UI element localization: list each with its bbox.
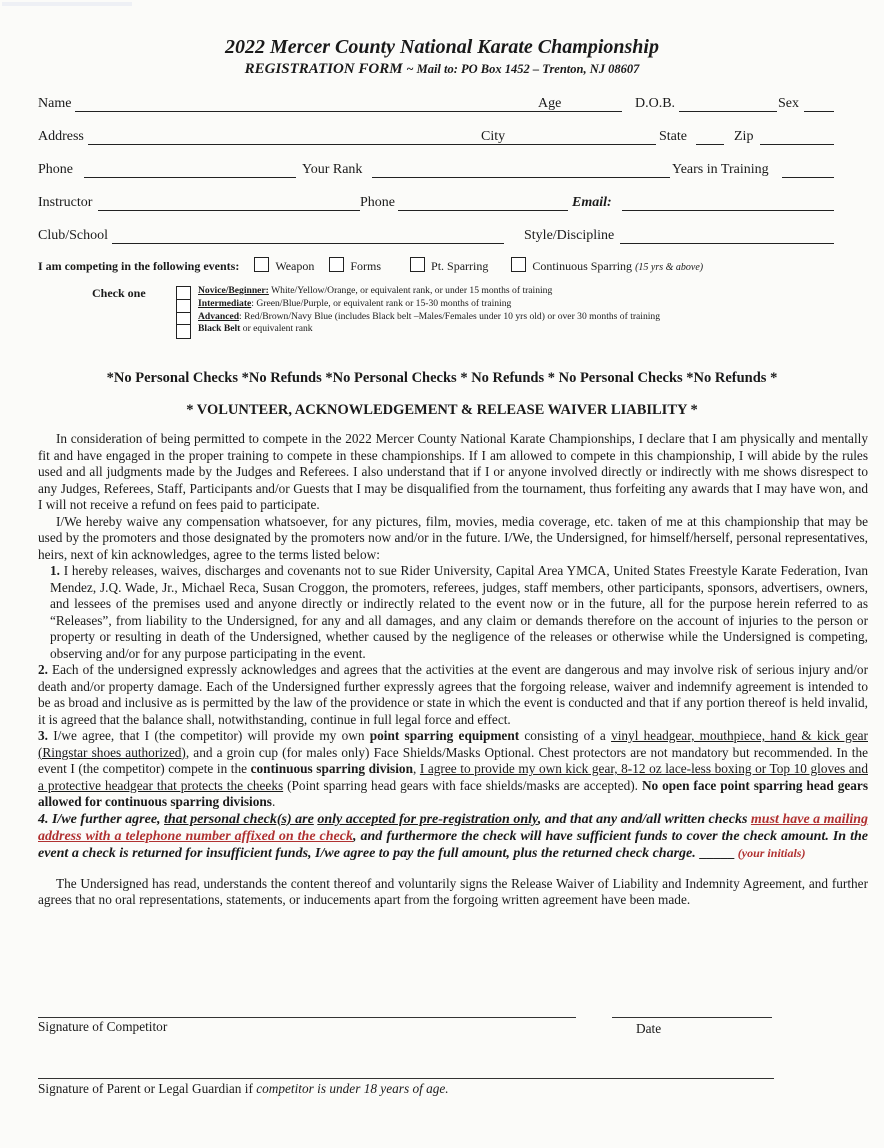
item-4-text-g: , and furthermore the check will have sufficient funds to cover the check amount. In the event a check is returned for insufficient funds, I/we agree to pay the full amount, plus the returned check charge. — [38, 828, 868, 861]
guardian-signature-line[interactable] — [38, 1078, 774, 1079]
phone-field[interactable] — [84, 177, 296, 178]
instructor-label: Instructor — [38, 195, 93, 210]
waiver-item-3 — [38, 728, 868, 811]
email-label: Email: — [572, 195, 612, 210]
intermediate-desc: : Green/Blue/Purple, or equivalent rank or 15-30 months of training — [251, 297, 512, 309]
level-intermediate — [176, 298, 660, 311]
row-phone — [38, 162, 834, 180]
address-field[interactable] — [88, 144, 508, 145]
pt-sparring-option: Pt. Sparring — [431, 259, 489, 273]
initials-blank[interactable]: _____ — [695, 845, 738, 861]
state-label: State — [659, 129, 687, 144]
dob-field[interactable] — [679, 111, 777, 112]
item-3-text-b: point sparring equipment — [369, 728, 520, 743]
competitor-signature-line[interactable] — [38, 1017, 576, 1018]
weapon-option: Weapon — [275, 259, 315, 273]
waiver-body — [38, 431, 868, 909]
sex-label: Sex — [778, 96, 799, 111]
guardian-label-text: Signature of Parent or Legal Guardian if — [38, 1081, 257, 1096]
row-name — [38, 96, 834, 114]
name-field[interactable] — [75, 111, 570, 112]
waiver-item-4 — [38, 811, 868, 862]
zip-label: Zip — [734, 129, 754, 144]
email-label-text: Email — [572, 195, 608, 210]
item-4-text-b: that personal check(s) are — [164, 811, 314, 827]
row-instructor — [38, 195, 834, 213]
item-2-text: Each of the undersigned expressly acknowledges and agrees that the activities at the event are dangerous and may involve risk of serious injury and/or death and/or property damage. Each of the Undersigned further expressly agrees that the forgoing release, waiver and indemnify agreement is intended to be as broad and inclusive as is permitted by the law of the providence or state in which the event is conducted and that if any portion thereof is held invalid, it is agreed that the balance shall, notwithstanding, continue in full legal force and effect. — [38, 662, 868, 727]
black-belt-name: Black Belt — [198, 323, 241, 335]
black-belt-checkbox[interactable] — [176, 324, 191, 339]
black-belt-desc: or equivalent rank — [240, 323, 313, 335]
waiver-paragraph-3: The Undersigned has read, understands the content thereof and voluntarily signs the Release Waiver of Liability and Indemnity Agreement, and further agrees that no oral representations, statements, or inducements apart from the forgoing written agreement have been made. — [38, 875, 868, 907]
zip-field[interactable] — [760, 144, 834, 145]
guardian-label-italic: competitor is under 18 years of age. — [256, 1081, 449, 1096]
row-club — [38, 228, 834, 246]
item-3-text-d: vinyl headgear, mouthpiece, hand & kick gear (Ringstar shoes authorized) — [38, 728, 868, 760]
date-label: Date — [636, 1021, 662, 1036]
pt-sparring-checkbox[interactable] — [410, 257, 425, 272]
continuous-sparring-note: (15 yrs & above) — [635, 262, 704, 273]
check-one-label: Check one — [92, 286, 146, 300]
instructor-field[interactable] — [98, 210, 360, 211]
item-1-number: 1. — [50, 563, 60, 578]
item-3-number: 3. — [38, 728, 48, 743]
address-label: Address — [38, 129, 84, 144]
name-label: Name — [38, 96, 72, 111]
item-3-text-a: I/we agree, that I (the competitor) will provide my own — [47, 728, 370, 743]
item-1-text: I hereby releases, waives, discharges and covenants not to sue Rider University, Capital Area YMCA, United States Freestyle Karate Federation, Ivan Mendez, J.Q. Wade, Jr., Michael Reca, Susan Croggon, the promoters, referees, judges, staff members, other participants, sponsors, advertisers, owners, and lessees of the premises used and anyone directly or indirectly related to the event now or in the future, all for the purpose herein referred to as “Releases”, from liability to the Undersigned, for any and all damages, and any claim or demands therefore on the account of injuries to the person or property or resulting in death of the Undersigned, whether caused by the negligence of the releases or otherwise while the Undersigned is competing, observing and/or for any purpose participating in the event. — [50, 563, 868, 661]
item-4-text-d: only accepted for pre-registration only — [317, 811, 538, 827]
novice-desc: White/Yellow/Orange, or equivalent rank, or under 15 months of training — [268, 285, 553, 296]
phone-label: Phone — [38, 162, 73, 177]
city-field[interactable] — [508, 144, 656, 145]
item-3-text-c: consisting of a — [519, 728, 612, 743]
intermediate-name: Intermediate — [198, 297, 252, 309]
state-field[interactable] — [696, 144, 724, 145]
continuous-sparring-checkbox[interactable] — [511, 257, 526, 272]
item-4-number: 4. — [38, 811, 49, 827]
date-line[interactable] — [612, 1017, 772, 1018]
level-novice — [176, 285, 660, 298]
item-2-number: 2. — [38, 662, 48, 677]
continuous-sparring-option: Continuous Sparring — [532, 259, 633, 273]
city-label: City — [481, 129, 506, 144]
club-field[interactable] — [112, 243, 504, 244]
forms-option: Forms — [350, 259, 382, 273]
level-list — [176, 285, 660, 336]
age-field[interactable] — [568, 111, 622, 112]
level-advanced — [176, 311, 660, 324]
style-label: Style/Discipline — [524, 228, 615, 243]
item-3-text-h: I agree to provide my own kick gear, 8-12 oz lace-less boxing or Top 10 gloves and a protective headgear that protects the cheeks — [38, 761, 868, 793]
waiver-heading: * VOLUNTEER, ACKNOWLEDGEMENT & RELEASE WAIVER LIABILITY * — [186, 402, 698, 418]
scan-mark — [2, 2, 132, 6]
events-row — [38, 257, 838, 275]
club-label: Club/School — [38, 228, 109, 243]
rank-field[interactable] — [372, 177, 670, 178]
item-3-text-e: , and a groin cup (for males only) Face Shields/Masks Optional. Chest protectors are not mandatory but recommended. In the event I (the competitor) compete in the — [38, 744, 869, 776]
subtitle-main: REGISTRATION FORM — [244, 61, 403, 77]
item-3-text-i: (Point sparring head gears with face shields/masks are accepted). — [283, 777, 642, 793]
item-3-text-k: . — [271, 794, 276, 809]
dob-label: D.O.B. — [635, 96, 676, 111]
form-subtitle — [0, 61, 884, 78]
item-4-text-f: must have a mailing address with a telephone number affixed on the check — [38, 811, 869, 844]
competitor-signature-label: Signature of Competitor — [38, 1019, 168, 1034]
advanced-name: Advanced — [198, 310, 240, 322]
style-field[interactable] — [620, 243, 834, 244]
guardian-signature-label — [38, 1081, 449, 1097]
waiver-item-2 — [38, 662, 868, 728]
advanced-desc: : Red/Brown/Navy Blue (includes Black belt –Males/Females under 10 yrs old) or over 30 months of training — [239, 310, 661, 322]
item-3-text-f: continuous sparring division — [250, 761, 413, 776]
item-4-text-e: , and that any and/all written checks — [537, 811, 751, 827]
item-3-text-g: , — [412, 761, 420, 776]
waiver-paragraph-2: I/We hereby waive any compensation whatsoever, for any pictures, film, movies, media coverage, etc. taken of me at this championship that may be used by the promoters and those designated by the promoters now and/or in the future. I/We, the Undersigned, for himself/herself, personal representatives, heirs, next of kin acknowledges, agree to the terms listed below: — [38, 513, 868, 562]
sex-field[interactable] — [804, 111, 834, 112]
instructor-phone-field[interactable] — [398, 210, 568, 211]
item-4-text-a: I/we further agree, — [48, 811, 165, 827]
row-address — [38, 129, 834, 147]
form-title: 2022 Mercer County National Karate Championship — [225, 36, 659, 58]
email-field[interactable] — [622, 210, 834, 211]
subtitle-mail-address: ~ Mail to: PO Box 1452 – Trenton, NJ 08607 — [406, 62, 640, 76]
waiver-item-1 — [38, 563, 868, 662]
years-training-label: Years in Training — [672, 162, 769, 177]
initials-label: (your initials) — [737, 845, 806, 860]
forms-checkbox[interactable] — [329, 257, 344, 272]
instructor-phone-label: Phone — [360, 195, 395, 210]
item-3-text-j: No open face point sparring head gears allowed for continuous sparring divisions — [38, 777, 868, 809]
age-label: Age — [538, 96, 562, 111]
rank-label: Your Rank — [302, 162, 363, 177]
waiver-paragraph-1: In consideration of being permitted to compete in the 2022 Mercer County National Karate Championships, I declare that I am physically and mentally fit and have engaged in the proper training to compete in these championships. If I am allowed to compete in this championship, I will abide by the rules used and all judgments made by the Judges and Referees. I also understand that if I or anyone involved directly or indirectly with me shows disrespect to any Judges, Referees, Staff, Participants and/or Guests that I may be disqualified from the tournament, thus forfeiting any awards that I may have won, and I will not receive a refund on fees paid to participate. — [38, 431, 868, 512]
novice-name: Novice/Beginner: — [198, 285, 269, 296]
years-training-field[interactable] — [782, 177, 834, 178]
weapon-checkbox[interactable] — [254, 257, 269, 272]
level-black-belt — [176, 323, 660, 336]
no-personal-checks-notice: *No Personal Checks *No Refunds *No Personal Checks * No Refunds * No Personal Checks *No Refunds * — [106, 370, 778, 386]
events-label: I am competing in the following events: — [38, 259, 240, 273]
